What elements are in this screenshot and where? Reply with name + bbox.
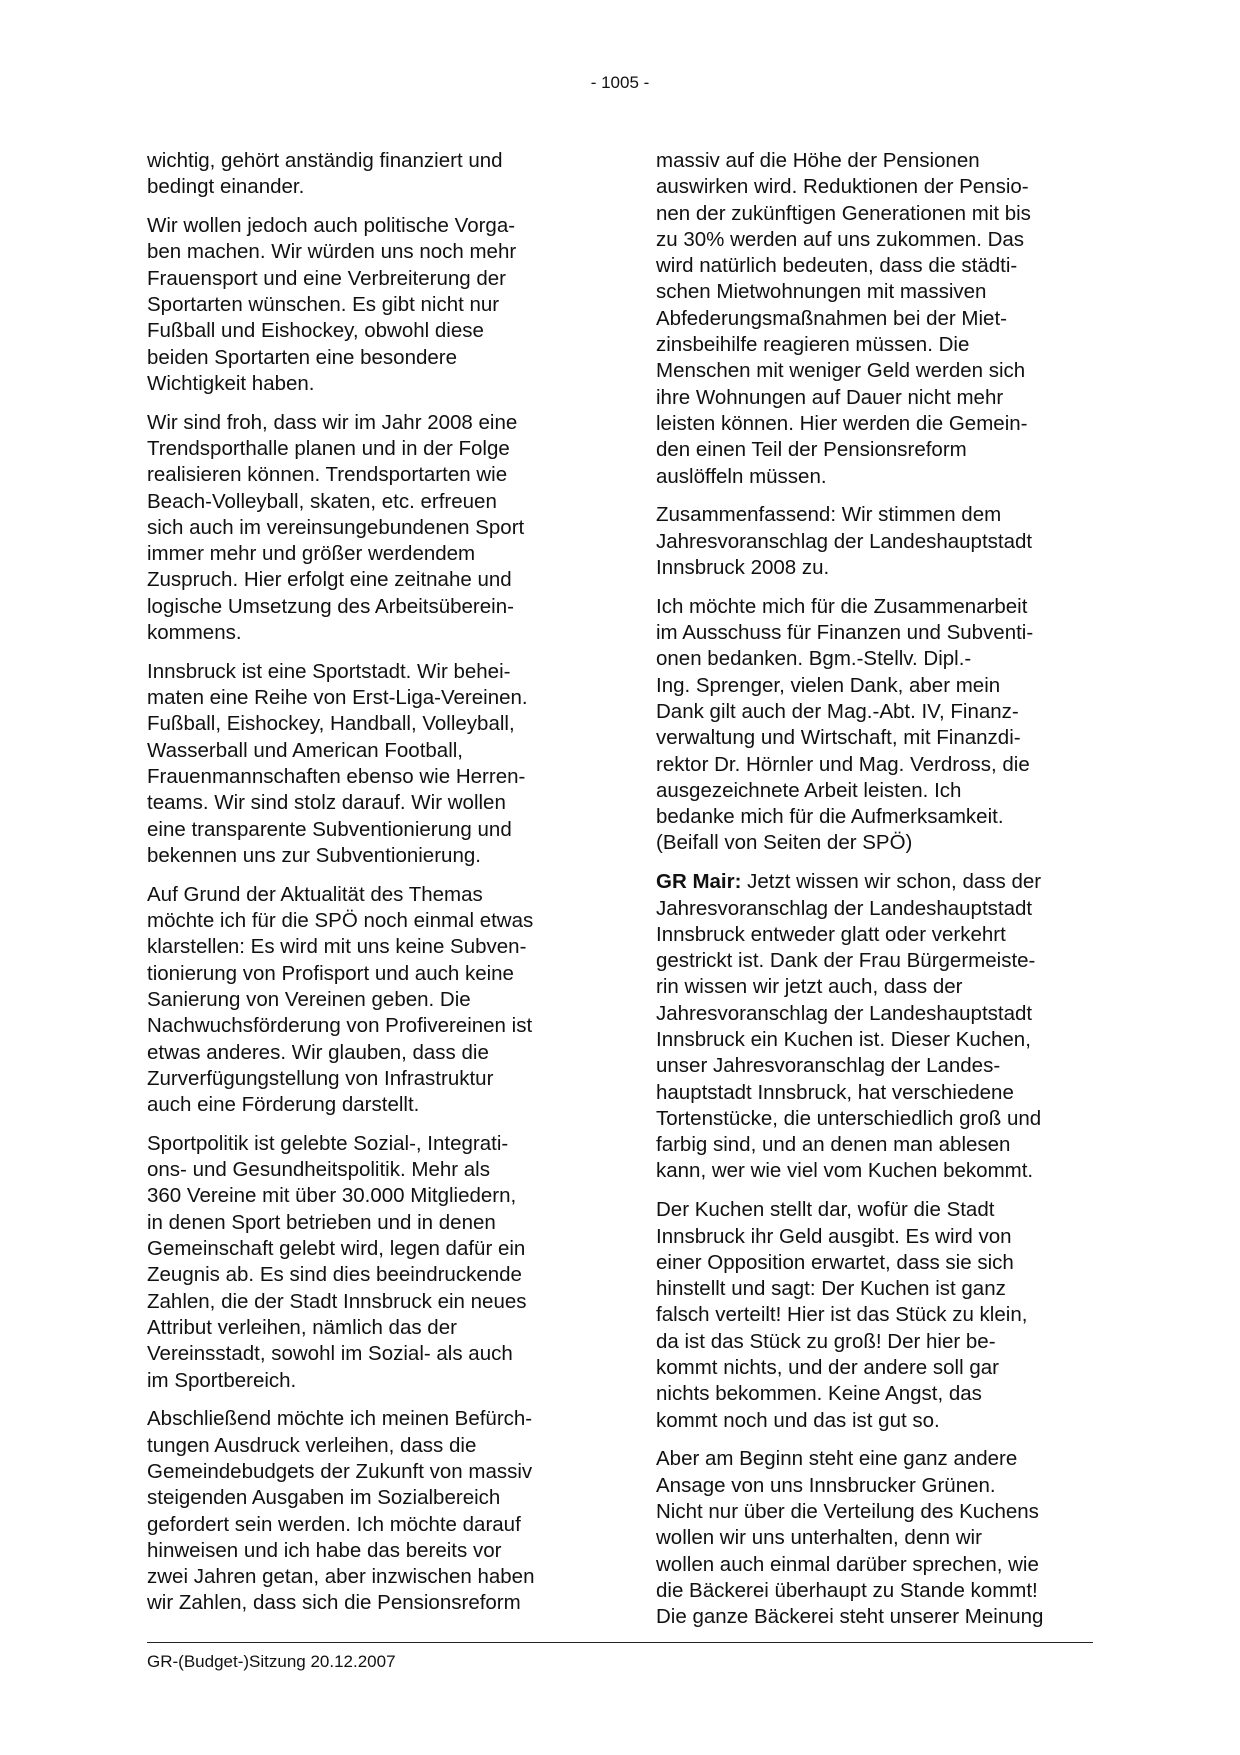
right-column <box>656 148 1102 1643</box>
page-number: - 1005 - <box>590 73 650 92</box>
paragraph: Auf Grund der Aktualität des Themas möchte ich für die SPÖ noch einmal etwas klarstellen: Es wird mit uns keine Subven- tionierung von Profisport und auch keine Sanierung von Vereinen geben. Die Nachwuchsförderung von Profivereinen ist etwas anderes. Wir glauben, dass die Zurverfügungstellung von Infrastruktur auch eine Förderung darstellt. <box>147 882 534 1117</box>
speaker-text: Jetzt wissen wir schon, dass der Jahresvoranschlag der Landeshauptstadt Innsbruck entweder glatt oder verkehrt gestrickt ist. Dank der Frau Bürgermeiste- rin wissen wir jetzt auch, dass der Jahresvoranschlag der Landeshauptstadt Innsbruck ein Kuchen ist. Dieser Kuchen, unser Jahresvoranschlag der Landes- hauptstadt Innsbruck, hat verschiedene Tortenstücke, die unterschiedlich groß und farbig sind, und an denen man ablesen kann, wer wie viel vom Kuchen bekommt. <box>656 870 1042 1183</box>
footer-divider <box>147 1642 1093 1643</box>
paragraph: Ich möchte mich für die Zusammenarbeit im Ausschuss für Finanzen und Subventi- onen bedanken. Bgm.-Stellv. Dipl.- Ing. Sprenger, vielen Dank, aber mein Dank gilt auch der Mag.-Abt. IV, Finanz- verwaltung und Wirtschaft, mit Finanzdi- rektor Dr. Hörnler und Mag. Verdross, die ausgezeichnete Arbeit leisten. Ich bedanke mich für die Aufmerksamkeit. (Beifall von Seiten der SPÖ) <box>656 594 1034 855</box>
paragraph: Der Kuchen stellt dar, wofür die Stadt Innsbruck ihr Geld ausgibt. Es wird von einer Opposition erwartet, dass sie sich hinstellt und sagt: Der Kuchen ist ganz falsch verteilt! Hier ist das Stück zu klein, da ist das Stück zu groß! Der hier be- kommt nichts, und der andere soll gar nichts bekommen. Keine Angst, das kommt noch und das ist gut so. <box>656 1198 1028 1432</box>
paragraph: wichtig, gehört anständig finanziert und bedingt einander. <box>147 149 503 199</box>
left-column <box>147 148 593 1629</box>
paragraph: Zusammenfassend: Wir stimmen dem Jahresvoranschlag der Landeshauptstadt Innsbruck 2008 zu. <box>656 503 1033 579</box>
paragraph: Wir wollen jedoch auch politische Vorga- ben machen. Wir würden uns noch mehr Frauensport und eine Verbreiterung der Sportarten wünschen. Es gibt nicht nur Fußball und Eishockey, obwohl diese beiden Sportarten eine besondere Wichtigkeit haben. <box>147 214 517 395</box>
paragraph: Sportpolitik ist gelebte Sozial-, Integrati- ons- und Gesundheitspolitik. Mehr als 360 Vereine mit über 30.000 Mitgliedern, in denen Sport betrieben und in denen Gemeinschaft gelebt wird, legen dafür ein Zeugnis ab. Es sind dies beeindruckende Zahlen, die der Stadt Innsbruck ein neues Attribut verleihen, nämlich das der Vereinsstadt, sowohl im Sozial- als auch im Sportbereich. <box>147 1131 527 1392</box>
paragraph: Innsbruck ist eine Sportstadt. Wir behei- maten eine Reihe von Erst-Liga-Vereinen. Fußball, Eishockey, Handball, Volleyball, Wasserball und American Football, Frauenmannschaften ebenso wie Herren- teams. Wir sind stolz darauf. Wir wollen eine transparente Subventionierung und bekennen uns zur Subventionierung. <box>147 659 528 867</box>
footer-text: GR-(Budget-)Sitzung 20.12.2007 <box>147 1652 396 1671</box>
speaker-name: GR Mair: <box>656 870 742 894</box>
paragraph: Wir sind froh, dass wir im Jahr 2008 eine Trendsporthalle planen und in der Folge realisieren können. Trendsportarten wie Beach-Volleyball, skaten, etc. erfreuen sich auch im vereinsungebundenen Sport immer mehr und größer werdendem Zuspruch. Hier erfolgt eine zeitnahe und logische Umsetzung des Arbeitsüberein- kommens. <box>147 410 525 645</box>
paragraph: Abschließend möchte ich meinen Befürch- tungen Ausdruck verleihen, dass die Gemeindebudgets der Zukunft von massiv steigenden Ausgaben im Sozialbereich gefordert sein werden. Ich möchte darauf hinweisen und ich habe das bereits vor zwei Jahren getan, aber inzwischen haben wir Zahlen, dass sich die Pensionsreform <box>147 1407 535 1615</box>
speaker-paragraph <box>656 869 1102 1185</box>
paragraph: massiv auf die Höhe der Pensionen auswirken wird. Reduktionen der Pensio- nen der zukünftigen Generationen mit bis zu 30% werden auf uns zukommen. Das wird natürlich bedeuten, dass die städti- schen Mietwohnungen mit massiven Abfederungsmaßnahmen bei der Miet- zinsbeihilfe reagieren müssen. Die Menschen mit weniger Geld werden sich ihre Wohnungen auf Dauer nicht mehr leisten können. Hier werden die Gemein- den einen Teil der Pensionsreform auslöffeln müssen. <box>656 149 1031 488</box>
paragraph: Aber am Beginn steht eine ganz andere Ansage von uns Innsbrucker Grünen. Nicht nur über die Verteilung des Kuchens wollen wir uns unterhalten, denn wir wollen auch einmal darüber sprechen, wie die Bäckerei überhaupt zu Stande kommt! Die ganze Bäckerei steht unserer Meinung <box>656 1447 1044 1629</box>
